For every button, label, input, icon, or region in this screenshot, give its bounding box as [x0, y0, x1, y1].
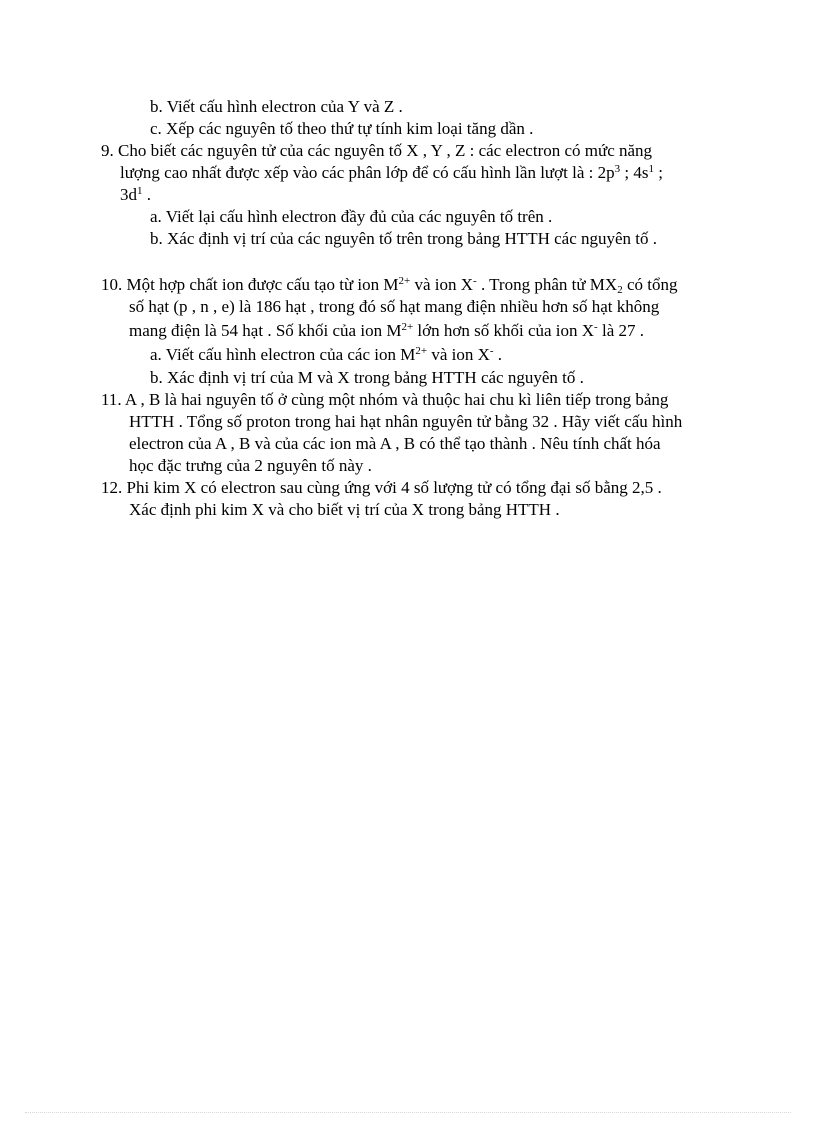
- q10-line-1-mid2: . Trong phân tử MX: [476, 275, 618, 294]
- q10-part-a-end: .: [493, 345, 503, 364]
- q9-line-1: 9. Cho biết các nguyên tử của các nguyên tố X , Y , Z : các electron có mức năng: [101, 141, 653, 160]
- q10-line-3: [129, 320, 644, 342]
- page-bottom-border: [25, 1112, 791, 1113]
- q10-part-a-mid: và ion X: [427, 345, 490, 364]
- q10-part-a-text: a. Viết cấu hình electron của các ion M: [150, 345, 416, 364]
- q11-line-3: electron của A , B và của các ion mà A , B có thể tạo thành . Nêu tính chất hóa: [129, 434, 661, 453]
- q10-line-2: số hạt (p , n , e) là 186 hạt , trong đó số hạt mang điện nhiều hơn số hạt không: [129, 297, 660, 316]
- q10-sub-2: 2: [617, 284, 623, 296]
- q10-line-1-mid: và ion X: [410, 275, 474, 294]
- q8-part-b: b. Viết cấu hình electron của Y và Z .: [150, 97, 403, 116]
- q9-line-3: [120, 184, 151, 206]
- q9-line-3-text: 3d: [120, 185, 137, 204]
- q10-line-1-end: có tổng: [622, 275, 678, 294]
- q9-sup-2: 1: [648, 163, 654, 175]
- q12-line-2: Xác định phi kim X và cho biết vị trí của X trong bảng HTTH .: [129, 500, 560, 519]
- q9-line-2-text: lượng cao nhất được xếp vào các phân lớp để có cấu hình lần lượt là : 2p: [120, 163, 615, 182]
- q10-part-a-sup-m: 2+: [415, 345, 428, 357]
- q9-line-3-end: .: [142, 185, 151, 204]
- q10-line-3-mid: lớn hơn số khối của ion X: [413, 321, 595, 340]
- q10-line-3-sup-m: 2+: [401, 321, 414, 333]
- q12-line-1: 12. Phi kim X có electron sau cùng ứng với 4 số lượng tử có tổng đại số bằng 2,5 .: [101, 478, 662, 497]
- q9-sup-1: 3: [614, 163, 621, 175]
- q11-line-4: học đặc trưng của 2 nguyên tố này .: [129, 456, 372, 475]
- q9-line-2-end: ;: [653, 163, 663, 182]
- q9-part-b: b. Xác định vị trí của các nguyên tố trên trong bảng HTTH các nguyên tố .: [150, 229, 658, 248]
- q9-line-2: [120, 162, 663, 184]
- q10-line-3-end: là 27 .: [597, 321, 644, 340]
- q11-line-1: 11. A , B là hai nguyên tố ở cùng một nhóm và thuộc hai chu kì liên tiếp trong bảng: [101, 390, 669, 409]
- q11-line-2: HTTH . Tổng số proton trong hai hạt nhân nguyên tử bằng 32 . Hãy viết cấu hình: [129, 412, 683, 431]
- q10-part-a: [150, 344, 502, 366]
- q10-line-3-sup-x: -: [594, 321, 598, 333]
- q10-part-b: b. Xác định vị trí của M và X trong bảng HTTH các nguyên tố .: [150, 368, 584, 387]
- q8-part-c: c. Xếp các nguyên tố theo thứ tự tính kim loại tăng dần .: [150, 119, 534, 138]
- q10-sup-m: 2+: [398, 275, 411, 287]
- q9-part-a: a. Viết lại cấu hình electron đầy đủ của các nguyên tố trên .: [150, 207, 553, 226]
- q10-part-a-sup-x: -: [489, 345, 494, 357]
- q10-sup-x: -: [473, 275, 477, 287]
- q9-line-2-mid: ; 4s: [620, 163, 649, 182]
- q9-sup-3: 1: [137, 185, 143, 197]
- q10-line-1: [101, 274, 677, 296]
- q10-line-3-text: mang điện là 54 hạt . Số khối của ion M: [129, 321, 402, 340]
- q10-line-1-text: 10. Một hợp chất ion được cấu tạo từ ion M: [101, 275, 399, 294]
